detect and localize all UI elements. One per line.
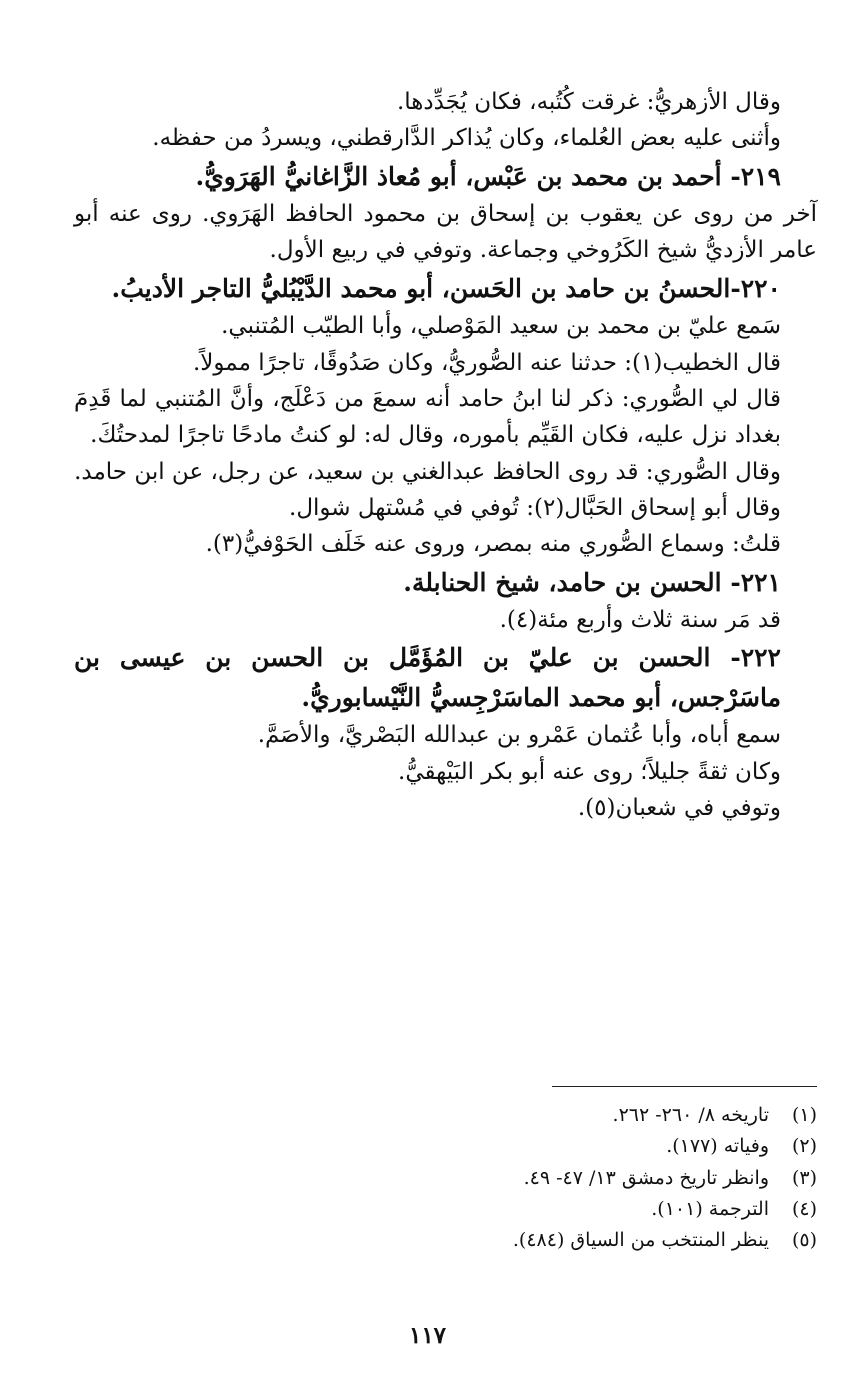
footnote-text: وفياته (١٧٧).: [666, 1135, 769, 1158]
paragraph: سَمع عليّ بن محمد بن سعيد المَوْصلي، وأبا الطيّب المُتنبي.: [221, 313, 781, 340]
paragraph: قد مَر سنة ثلاث وأربع مئة(٤).: [499, 607, 781, 634]
footnote-text: ينظر المنتخب من السياق (٤٨٤).: [512, 1229, 769, 1252]
page-number: ١١٧: [408, 1322, 447, 1349]
paragraph: قلتُ: وسماع الصُّوري منه بمصر، وروى عنه خَلَف الحَوْفيُّ(٣).: [205, 531, 781, 558]
footnote: [74, 1163, 817, 1194]
footnote-divider: [552, 1086, 817, 1087]
footnote-text: الترجمة (١٠١).: [651, 1198, 769, 1221]
paragraph: آخر من روى عن يعقوب بن إسحاق بن محمود الحافظ الهَرَوي. روى عنه أبو عامر الأزديُّ شيخ الكَرُوخي وجماعة. وتوفي في ربيع الأول.: [74, 201, 817, 264]
entry-heading: ٢٢١- الحسن بن حامد، شيخ الحنابلة.: [403, 567, 781, 597]
footnote: [74, 1100, 817, 1131]
paragraph: وأثنى عليه بعض العُلماء، وكان يُذاكر الدَّارقطني، ويسردُ من حفظه.: [152, 125, 781, 152]
main-text: [74, 84, 817, 826]
entry-heading: ٢١٩- أحمد بن محمد بن عَبْس، أبو مُعاذ الزَّاغانيُّ الهَرَويُّ.: [195, 161, 781, 191]
paragraph: وكان ثقةً جليلاً؛ روى عنه أبو بكر البَيْهقيُّ.: [398, 758, 781, 785]
paragraph: وقال الصُّوري: قد روى الحافظ عبدالغني بن سعيد، عن رجل، عن ابن حامد.: [74, 458, 781, 485]
footnote-number: (١): [791, 1104, 817, 1126]
footnote-text: وانظر تاريخ دمشق ١٣/ ٤٧- ٤٩.: [523, 1166, 769, 1189]
entry-heading: ٢٢٢- الحسن بن عليّ بن المُؤَمَّل بن الحسن بن عيسى بن ماسَرْجس، أبو محمد الماسَرْجِسيُّ النَّيْسابوريُّ.: [74, 643, 781, 712]
footnote-number: (٥): [791, 1229, 817, 1252]
footnotes: [74, 1100, 817, 1257]
footnote: [74, 1194, 817, 1225]
entry-heading: ٢٢٠-الحسنُ بن حامد بن الحَسن، أبو محمد الدَّيْبُليُّ التاجر الأديبُ.: [111, 273, 781, 303]
footnote-number: (٤): [791, 1198, 817, 1221]
paragraph: وتوفي في شعبان(٥).: [577, 795, 781, 822]
paragraph: وقال الأزهريُّ: غرقت كُتُبه، فكان يُجَدِّدها.: [396, 89, 781, 115]
footnote: [74, 1131, 817, 1162]
paragraph: وقال أبو إسحاق الحَبَّال(٢): تُوفي في مُسْتهل شوال.: [289, 494, 781, 521]
paragraph: قال لي الصُّوري: ذكر لنا ابنُ حامد أنه سمعَ من دَعْلَج، وأنَّ المُتنبي لما قَدِمَ بغداد نزل عليه، فكان القَيِّم بأموره، وقال له: لو كنتُ مادحًا تاجرًا لمدحتُكَ.: [74, 385, 781, 449]
paragraph: قال الخطيب(١): حدثنا عنه الصُّوريُّ، وكان صَدُوقًا، تاجرًا ممولاً.: [192, 349, 781, 376]
footnote-number: (٣): [791, 1166, 817, 1189]
footnote-number: (٢): [791, 1135, 817, 1158]
paragraph: سمع أباه، وأبا عُثمان عَمْرو بن عبدالله البَصْريَّ، والأصَمَّ.: [257, 722, 781, 749]
footnote-text: تاريخه ٨/ ٢٦٠- ٢٦٢.: [612, 1104, 769, 1126]
footnote: [74, 1225, 817, 1256]
